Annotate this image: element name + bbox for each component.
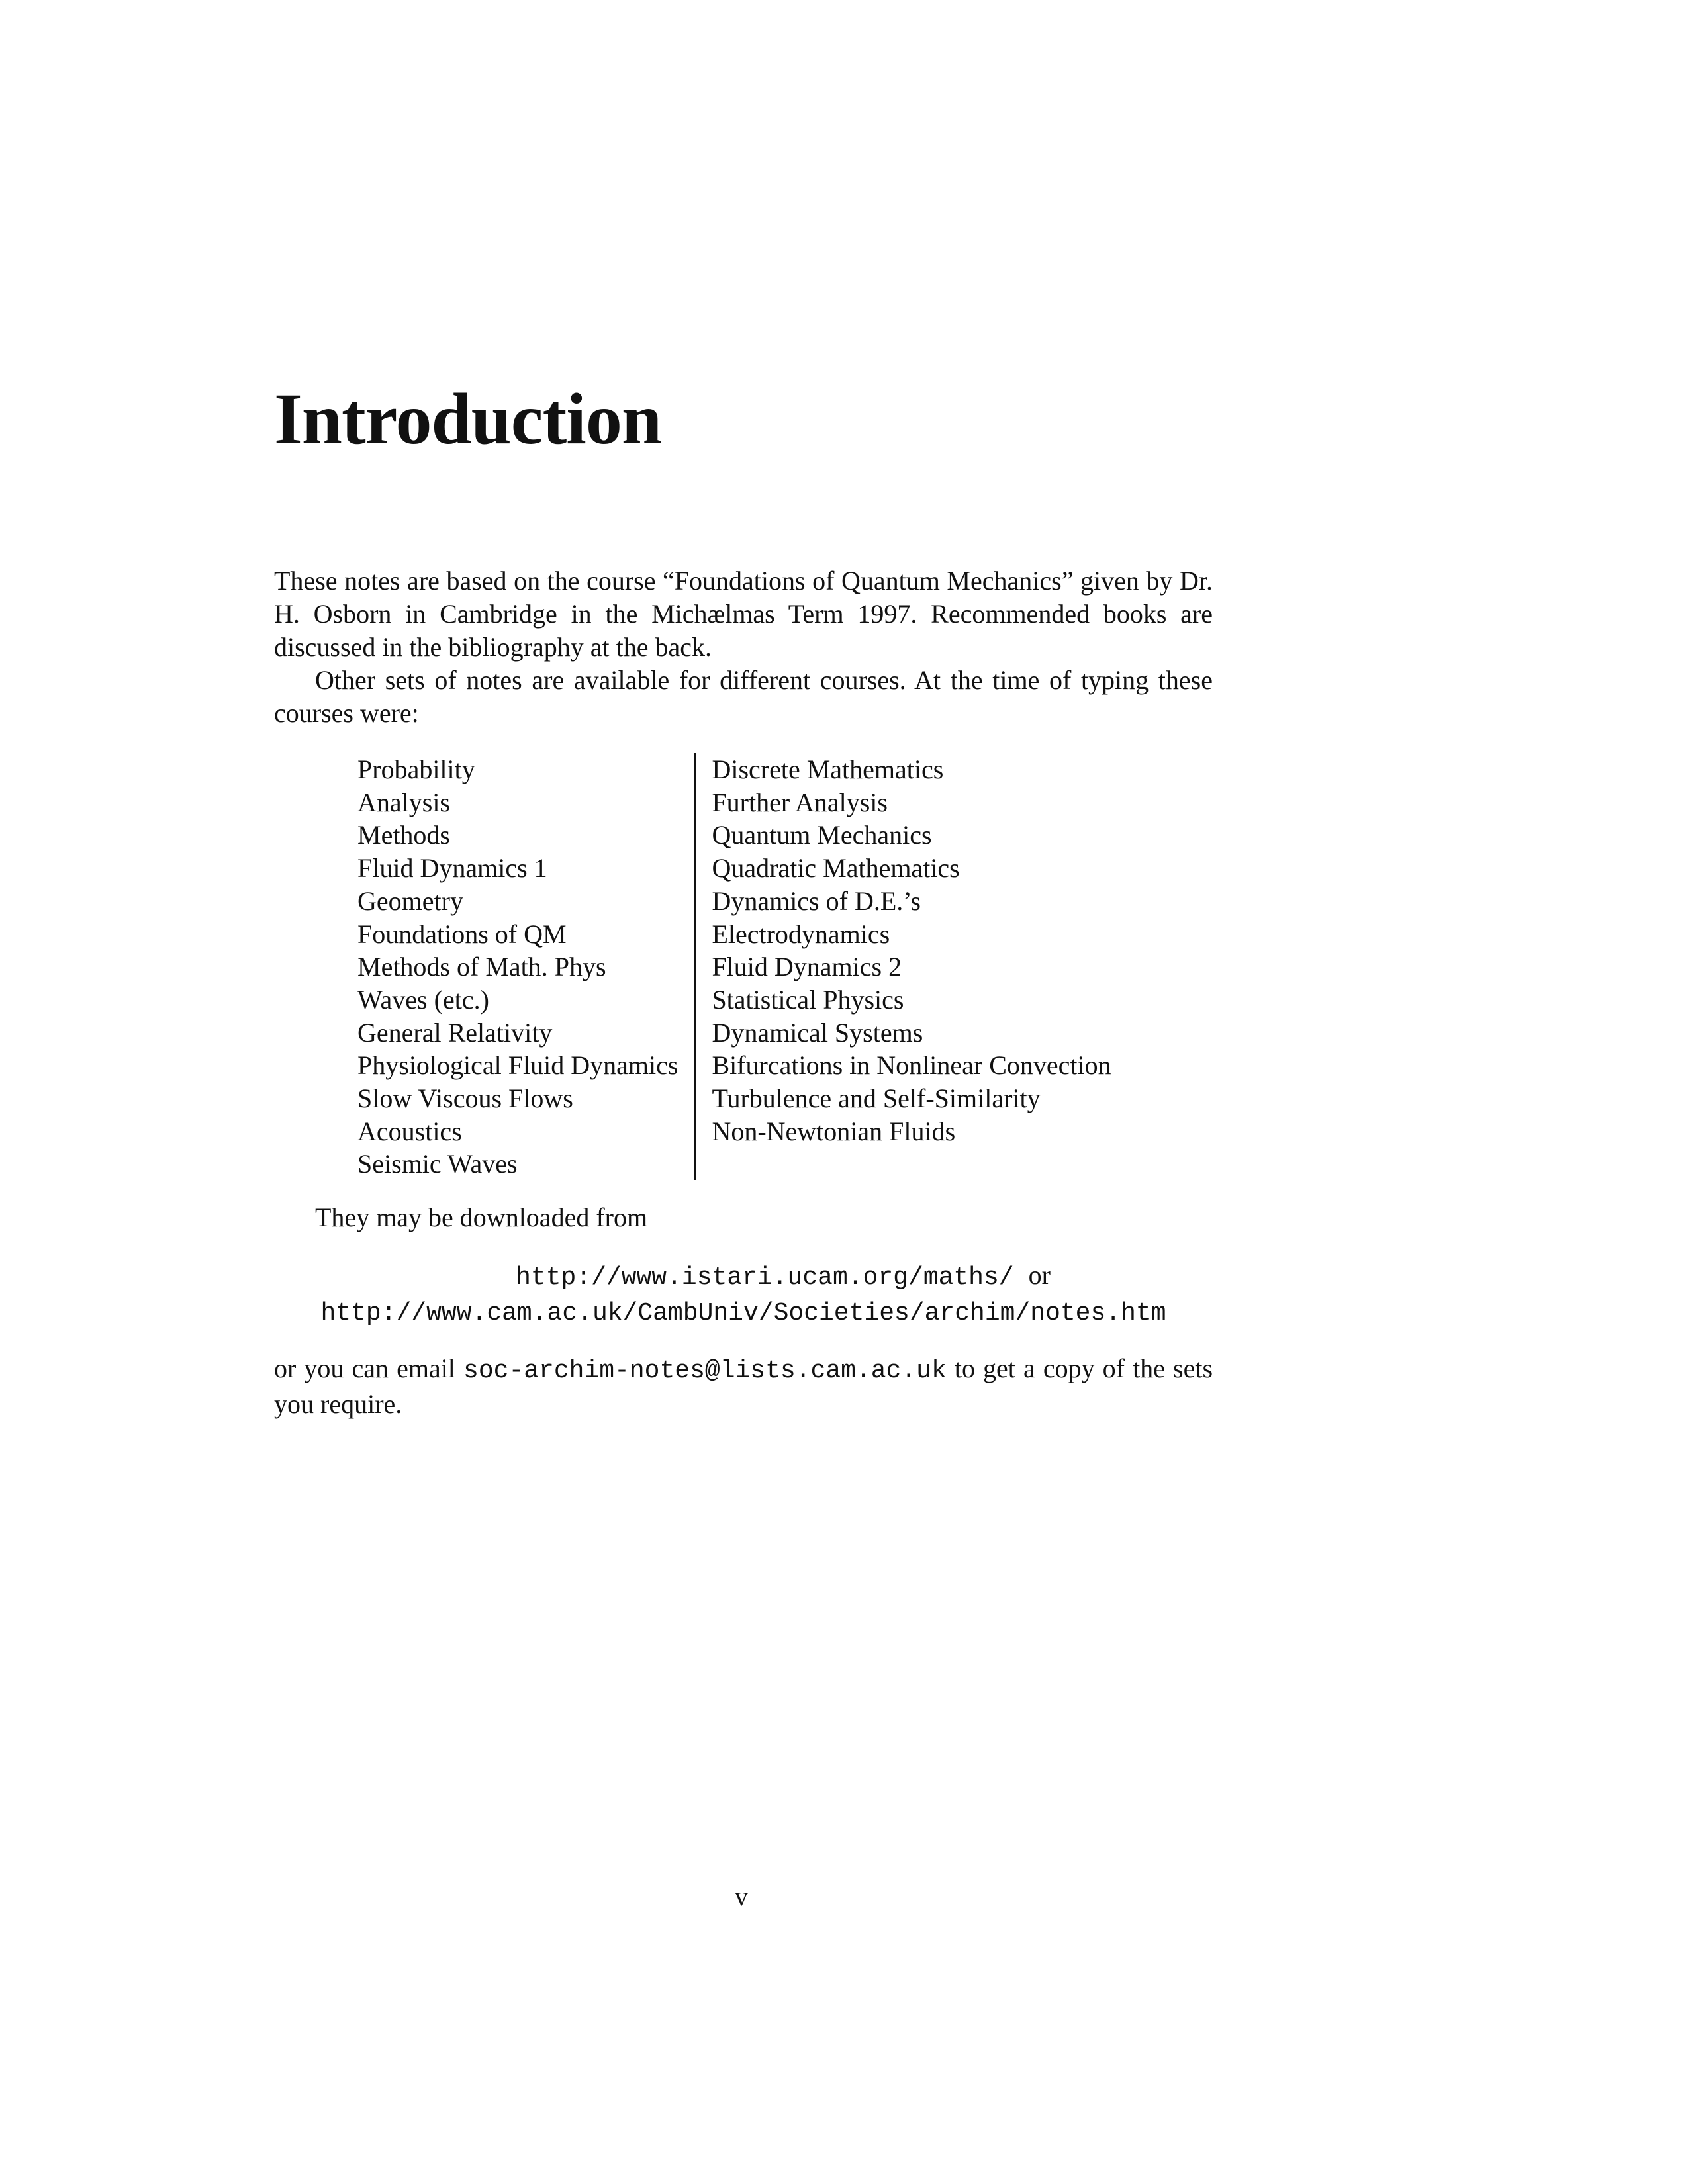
email-text-after: to get a copy of the sets you require.: [274, 1353, 1213, 1419]
course-item: Turbulence and Self-Similarity: [712, 1083, 1041, 1114]
course-item: Quadratic Mathematics: [712, 853, 960, 884]
course-item: Bifurcations in Nonlinear Convection: [712, 1050, 1111, 1081]
page-number: v: [735, 1882, 748, 1911]
url-line-primary: [274, 1259, 1213, 1295]
email-address-link[interactable]: soc-archim-notes@lists.cam.ac.uk: [463, 1357, 947, 1385]
course-item: Methods of Math. Phys: [357, 952, 606, 982]
course-item: Acoustics: [357, 1116, 462, 1146]
chapter-title: Introduction: [274, 379, 661, 459]
course-list-right-column: [696, 753, 1111, 1181]
course-item: Probability: [357, 754, 475, 784]
secondary-url-link[interactable]: http://www.cam.ac.uk/CambUniv/Societies/archim/notes.htm: [320, 1299, 1166, 1328]
download-paragraph: They may be downloaded from: [315, 1203, 648, 1232]
course-list-table: [357, 753, 1111, 1181]
course-item: Dynamical Systems: [712, 1017, 923, 1048]
course-item: Dynamics of D.E.’s: [712, 886, 921, 916]
email-paragraph: [274, 1352, 1213, 1421]
course-item: Discrete Mathematics: [712, 754, 944, 784]
email-text-before: or you can email: [274, 1353, 455, 1383]
course-item: Statistical Physics: [712, 984, 904, 1015]
intro-paragraph: These notes are based on the course “Foundations of Quantum Mechanics” given by Dr. H. Osborn in Cambridge in the Michælmas Term 1997. Recommended books are discussed in the bibliography at the back.: [274, 566, 1213, 662]
course-item: Geometry: [357, 886, 463, 916]
course-item: General Relativity: [357, 1017, 553, 1048]
primary-url-link[interactable]: http://www.istari.ucam.org/maths/: [516, 1263, 1014, 1292]
course-item: Slow Viscous Flows: [357, 1083, 573, 1114]
course-item: Fluid Dynamics 2: [712, 952, 902, 982]
url-connector: or: [1028, 1260, 1051, 1290]
other-sets-paragraph: Other sets of notes are available for different courses. At the time of typing these courses were:: [274, 665, 1213, 728]
course-item: Foundations of QM: [357, 919, 567, 949]
course-item: Fluid Dynamics 1: [357, 853, 547, 884]
course-list-left-column: [357, 753, 694, 1181]
course-item: Analysis: [357, 787, 450, 817]
course-item: Physiological Fluid Dynamics: [357, 1050, 679, 1081]
course-item: Further Analysis: [712, 787, 888, 817]
course-item: Non-Newtonian Fluids: [712, 1116, 956, 1146]
course-item: Seismic Waves: [357, 1149, 518, 1179]
course-item: Electrodynamics: [712, 919, 890, 949]
download-urls: [274, 1259, 1213, 1330]
course-item: Quantum Mechanics: [712, 820, 932, 850]
course-item: Waves (etc.): [357, 984, 489, 1015]
course-item: Methods: [357, 820, 450, 850]
url-line-secondary: [274, 1295, 1213, 1330]
